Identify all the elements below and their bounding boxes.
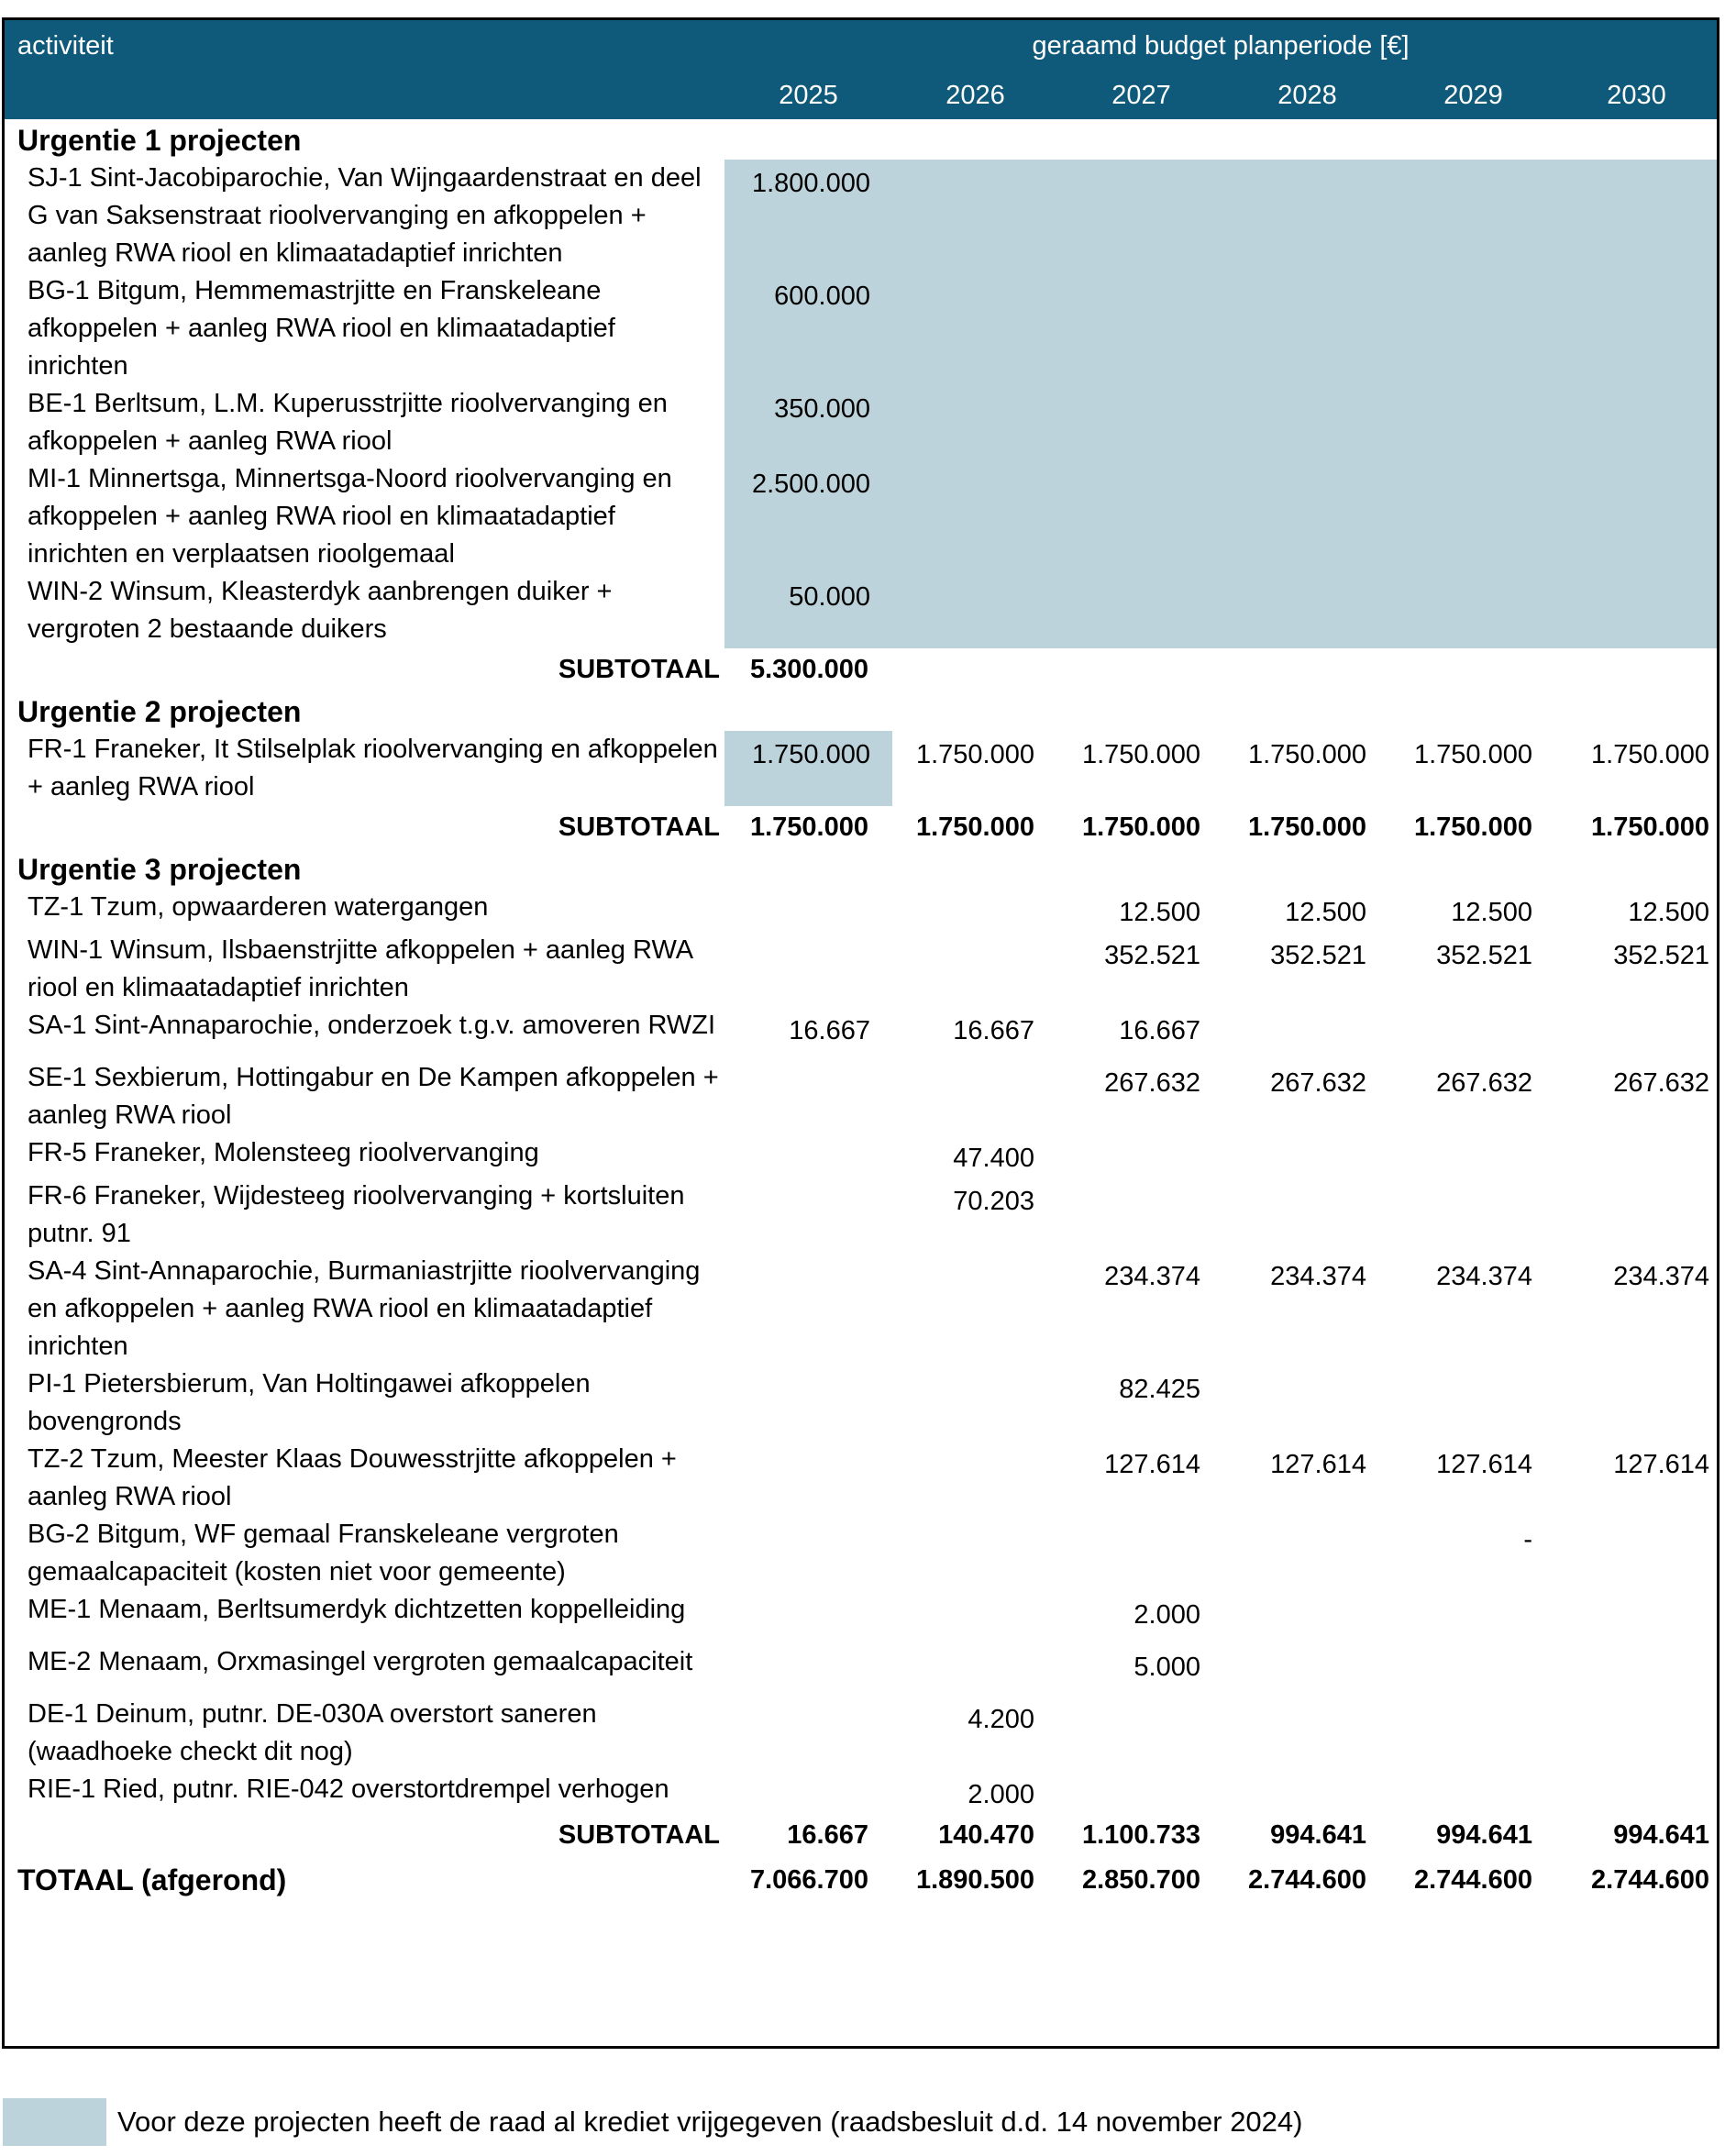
budget-cell <box>1224 1591 1390 1643</box>
project-description: TZ-2 Tzum, Meester Klaas Douwesstrjitte afkoppelen + aanleg RWA riool <box>28 1444 677 1511</box>
table-row <box>5 1365 1717 1441</box>
budget-cell <box>1390 573 1556 648</box>
year-header: 2029 <box>1390 72 1556 119</box>
budget-cell <box>1058 460 1224 573</box>
budget-cell <box>1224 272 1390 385</box>
budget-cell <box>1390 1643 1556 1696</box>
budget-cell <box>1224 460 1390 573</box>
table-row <box>5 1059 1717 1134</box>
budget-cell <box>724 1253 892 1365</box>
budget-cell: 234.374 <box>1104 1262 1200 1291</box>
budget-cell <box>892 460 1058 573</box>
subtotal-row <box>5 648 1717 691</box>
table-row <box>5 731 1717 806</box>
budget-cell <box>1556 272 1717 385</box>
budget-cell <box>724 1134 892 1178</box>
total-value: 7.066.700 <box>749 1864 868 1895</box>
budget-cell <box>1556 1771 1717 1814</box>
budget-cell: 352.521 <box>1104 941 1200 970</box>
year-header: 2028 <box>1224 72 1390 119</box>
budget-cell <box>1058 272 1224 385</box>
budget-cell <box>892 1643 1058 1696</box>
budget-cell <box>1224 1771 1390 1814</box>
budget-cell <box>1224 1365 1390 1441</box>
project-description: PI-1 Pietersbierum, Van Holtingawei afkoppelen bovengronds <box>28 1369 591 1436</box>
subtotal-value <box>1058 648 1224 691</box>
subtotal-value: 16.667 <box>787 1819 868 1850</box>
year-header: 2027 <box>1058 72 1224 119</box>
table-row <box>5 1516 1717 1591</box>
project-description: WIN-1 Winsum, Ilsbaenstrjitte afkoppelen + aanleg RWA riool en klimaatadaptief inrichten <box>28 935 692 1002</box>
subtotal-label: SUBTOTAAL <box>558 1819 720 1850</box>
budget-cell <box>1390 1696 1556 1771</box>
budget-cell: 12.500 <box>1628 898 1710 927</box>
budget-cell <box>1058 1516 1224 1591</box>
year-header: 2030 <box>1556 72 1717 119</box>
budget-cell: 82.425 <box>1119 1375 1200 1404</box>
budget-cell <box>1556 1516 1717 1591</box>
subtotal-value: 1.750.000 <box>1081 812 1200 842</box>
budget-cell <box>1556 1696 1717 1771</box>
budget-cell: 234.374 <box>1270 1262 1366 1291</box>
table-row <box>5 1134 1717 1178</box>
budget-cell: 350.000 <box>724 385 892 460</box>
total-row <box>5 1856 1717 1904</box>
budget-cell <box>1556 1365 1717 1441</box>
project-description: TZ-1 Tzum, opwaarderen watergangen <box>28 892 489 922</box>
subtotal-value: 1.750.000 <box>915 812 1034 842</box>
budget-cell: 16.667 <box>953 1016 1034 1045</box>
subtotal-value <box>1556 648 1717 691</box>
budget-cell: 267.632 <box>1104 1068 1200 1098</box>
total-value: 1.890.500 <box>915 1864 1034 1895</box>
table-row <box>5 889 1717 932</box>
budget-cell <box>1058 1696 1224 1771</box>
budget-cell <box>724 1591 892 1643</box>
budget-cell <box>724 1441 892 1516</box>
budget-cell: 2.000 <box>968 1780 1034 1809</box>
total-value: 2.850.700 <box>1081 1864 1200 1895</box>
budget-cell <box>724 1771 892 1814</box>
subtotal-row <box>5 806 1717 848</box>
budget-cell: 1.750.000 <box>1591 740 1710 769</box>
budget-cell <box>1390 1007 1556 1059</box>
year-header: 2025 <box>724 72 892 119</box>
subtotal-value <box>1390 648 1556 691</box>
budget-cell <box>1058 1178 1224 1253</box>
budget-cell: 352.521 <box>1613 941 1710 970</box>
budget-cell: 2.000 <box>1133 1600 1200 1630</box>
total-value: 2.744.600 <box>1413 1864 1532 1895</box>
table-row <box>5 1441 1717 1516</box>
budget-cell <box>1556 1643 1717 1696</box>
budget-cell <box>1390 1591 1556 1643</box>
budget-cell: 127.614 <box>1104 1450 1200 1479</box>
year-header-spacer <box>5 72 724 119</box>
budget-cell <box>1224 1696 1390 1771</box>
budget-cell <box>1224 1007 1390 1059</box>
budget-cell <box>892 1059 1058 1134</box>
subtotal-value: 994.641 <box>1613 1819 1710 1850</box>
subtotal-value <box>1224 648 1390 691</box>
budget-cell: 352.521 <box>1436 941 1532 970</box>
project-description: BG-2 Bitgum, WF gemaal Franskeleane vergroten gemaalcapaciteit (kosten niet voor gemeente) <box>28 1520 619 1587</box>
budget-cell: 267.632 <box>1436 1068 1532 1098</box>
total-value: 2.744.600 <box>1247 1864 1366 1895</box>
budget-cell: 352.521 <box>1270 941 1366 970</box>
budget-cell <box>724 1696 892 1771</box>
budget-cell <box>1058 385 1224 460</box>
budget-cell: 600.000 <box>724 272 892 385</box>
project-description: SA-1 Sint-Annaparochie, onderzoek t.g.v. amoveren RWZI <box>28 1011 716 1040</box>
legend-swatch <box>3 2098 106 2146</box>
subtotal-value: 5.300.000 <box>749 654 868 684</box>
budget-cell: 1.750.000 <box>724 731 892 806</box>
budget-cell <box>724 1178 892 1253</box>
budget-cell <box>724 1516 892 1591</box>
section-title: Urgentie 3 projecten <box>17 853 302 886</box>
budget-cell <box>1390 460 1556 573</box>
budget-cell <box>892 160 1058 272</box>
table-row <box>5 573 1717 648</box>
budget-cell <box>1556 385 1717 460</box>
subtotal-value: 1.750.000 <box>1247 812 1366 842</box>
budget-cell: 1.750.000 <box>1247 740 1366 769</box>
budget-cell <box>1224 1178 1390 1253</box>
budget-cell: - <box>1523 1525 1532 1554</box>
budget-cell: 127.614 <box>1436 1450 1532 1479</box>
budget-cell <box>1058 1134 1224 1178</box>
budget-cell: 234.374 <box>1613 1262 1710 1291</box>
budget-table <box>5 20 1717 1904</box>
budget-cell <box>892 932 1058 1007</box>
budget-cell: 1.750.000 <box>915 740 1034 769</box>
budget-cell: 2.500.000 <box>724 460 892 573</box>
budget-cell <box>892 1516 1058 1591</box>
project-description: MI-1 Minnertsga, Minnertsga-Noord rioolvervanging en afkoppelen + aanleg RWA riool en klimaatadaptief inrichten en verplaatsen rioolgemaal <box>28 464 672 569</box>
subtotal-value: 994.641 <box>1436 1819 1532 1850</box>
budget-cell <box>1224 160 1390 272</box>
budget-cell <box>892 1253 1058 1365</box>
table-row <box>5 385 1717 460</box>
project-description: FR-6 Franeker, Wijdesteeg rioolvervanging + kortsluiten putnr. 91 <box>28 1181 685 1248</box>
section-title-row <box>5 691 1717 731</box>
project-description: BG-1 Bitgum, Hemmemastrjitte en Franskeleane afkoppelen + aanleg RWA riool en klimaatadaptief inrichten <box>28 276 615 381</box>
budget-cell <box>1390 1365 1556 1441</box>
year-header-row <box>5 72 1717 119</box>
budget-cell: 12.500 <box>1119 898 1200 927</box>
project-description: FR-5 Franeker, Molensteeg rioolvervanging <box>28 1138 539 1167</box>
section-title-row <box>5 848 1717 889</box>
subtotal-label: SUBTOTAAL <box>558 812 720 842</box>
budget-cell <box>1390 1178 1556 1253</box>
budget-cell <box>1556 460 1717 573</box>
budget-cell: 1.800.000 <box>724 160 892 272</box>
subtotal-label: SUBTOTAAL <box>558 654 720 684</box>
table-row <box>5 460 1717 573</box>
table-row <box>5 1591 1717 1643</box>
project-description: SA-4 Sint-Annaparochie, Burmaniastrjitte rioolvervanging en afkoppelen + aanleg RWA riool en klimaatadaptief inrichten <box>28 1256 701 1361</box>
project-description: WIN-2 Winsum, Kleasterdyk aanbrengen duiker + vergroten 2 bestaande duikers <box>28 577 613 644</box>
budget-cell: 234.374 <box>1436 1262 1532 1291</box>
budget-cell: 50.000 <box>724 573 892 648</box>
budget-cell <box>1224 1134 1390 1178</box>
budget-cell <box>1224 573 1390 648</box>
budget-cell <box>1556 160 1717 272</box>
budget-cell: 127.614 <box>1270 1450 1366 1479</box>
budget-cell <box>724 1365 892 1441</box>
project-description: ME-1 Menaam, Berltsumerdyk dichtzetten koppelleiding <box>28 1595 686 1624</box>
project-description: RIE-1 Ried, putnr. RIE-042 overstortdrempel verhogen <box>28 1775 669 1804</box>
budget-cell <box>1390 1134 1556 1178</box>
budget-cell <box>724 1059 892 1134</box>
budget-cell: 127.614 <box>1613 1450 1710 1479</box>
subtotal-value: 1.750.000 <box>1591 812 1710 842</box>
budget-header: geraamd budget planperiode [€] <box>724 20 1717 72</box>
project-description: SE-1 Sexbierum, Hottingabur en De Kampen afkoppelen + aanleg RWA riool <box>28 1063 719 1130</box>
total-value: 2.744.600 <box>1591 1864 1710 1895</box>
budget-cell <box>1390 160 1556 272</box>
project-description: SJ-1 Sint-Jacobiparochie, Van Wijngaardenstraat en deel G van Saksenstraat rioolvervanging en afkoppelen + aanleg RWA riool en klimaatadaptief inrichten <box>28 163 702 268</box>
budget-cell: 1.750.000 <box>1081 740 1200 769</box>
budget-cell: 47.400 <box>953 1144 1034 1173</box>
table-row <box>5 1643 1717 1696</box>
subtotal-value: 140.470 <box>938 1819 1034 1850</box>
budget-cell: 12.500 <box>1285 898 1366 927</box>
activity-header: activiteit <box>5 20 724 72</box>
budget-cell <box>724 1643 892 1696</box>
project-description: BE-1 Berltsum, L.M. Kuperusstrjitte rioolvervanging en afkoppelen + aanleg RWA riool <box>28 389 668 456</box>
budget-cell <box>1390 1771 1556 1814</box>
budget-cell <box>1390 385 1556 460</box>
subtotal-value: 1.750.000 <box>749 812 868 842</box>
project-description: FR-1 Franeker, It Stilselplak rioolvervanging en afkoppelen + aanleg RWA riool <box>28 735 718 802</box>
budget-cell <box>892 1441 1058 1516</box>
budget-cell <box>724 932 892 1007</box>
budget-cell <box>892 1591 1058 1643</box>
budget-cell <box>1058 160 1224 272</box>
year-header: 2026 <box>892 72 1058 119</box>
budget-cell <box>1224 385 1390 460</box>
budget-cell <box>1058 573 1224 648</box>
budget-cell <box>1224 1516 1390 1591</box>
header-row <box>5 20 1717 72</box>
budget-cell: 70.203 <box>953 1187 1034 1216</box>
budget-cell <box>1224 1643 1390 1696</box>
budget-cell <box>1556 1007 1717 1059</box>
budget-cell <box>892 889 1058 932</box>
subtotal-value: 994.641 <box>1270 1819 1366 1850</box>
legend-text: Voor deze projecten heeft de raad al krediet vrijgegeven (raadsbesluit d.d. 14 november 2024) <box>117 2106 1303 2138</box>
subtotal-row <box>5 1814 1717 1856</box>
section-title-row <box>5 119 1717 160</box>
budget-cell <box>1556 1134 1717 1178</box>
budget-cell: 267.632 <box>1270 1068 1366 1098</box>
total-label: TOTAAL (afgerond) <box>17 1863 287 1896</box>
subtotal-value <box>892 648 1058 691</box>
budget-cell <box>724 889 892 932</box>
budget-cell: 12.500 <box>1451 898 1532 927</box>
section-title: Urgentie 1 projecten <box>17 124 302 157</box>
table-row <box>5 1771 1717 1814</box>
table-row <box>5 1696 1717 1771</box>
budget-cell <box>892 573 1058 648</box>
budget-cell: 5.000 <box>1133 1653 1200 1682</box>
project-description: DE-1 Deinum, putnr. DE-030A overstort saneren (waadhoeke checkt dit nog) <box>28 1699 597 1766</box>
project-description: ME-2 Menaam, Orxmasingel vergroten gemaalcapaciteit <box>28 1647 693 1676</box>
budget-cell <box>1556 1591 1717 1643</box>
table-row <box>5 1178 1717 1253</box>
budget-cell <box>1556 573 1717 648</box>
budget-cell <box>1556 1178 1717 1253</box>
budget-cell: 16.667 <box>789 1016 870 1045</box>
budget-cell <box>892 385 1058 460</box>
table-row <box>5 1253 1717 1365</box>
budget-cell: 16.667 <box>1119 1016 1200 1045</box>
subtotal-value: 1.750.000 <box>1413 812 1532 842</box>
budget-cell <box>1058 1771 1224 1814</box>
table-row <box>5 272 1717 385</box>
budget-table-frame <box>2 17 1719 2049</box>
section-title: Urgentie 2 projecten <box>17 695 302 728</box>
table-row <box>5 160 1717 272</box>
budget-cell: 1.750.000 <box>1413 740 1532 769</box>
table-row <box>5 1007 1717 1059</box>
budget-cell: 267.632 <box>1613 1068 1710 1098</box>
subtotal-value: 1.100.733 <box>1081 1819 1200 1850</box>
budget-cell <box>892 1365 1058 1441</box>
table-row <box>5 932 1717 1007</box>
budget-cell <box>892 272 1058 385</box>
budget-cell <box>1390 272 1556 385</box>
budget-cell: 4.200 <box>968 1705 1034 1734</box>
